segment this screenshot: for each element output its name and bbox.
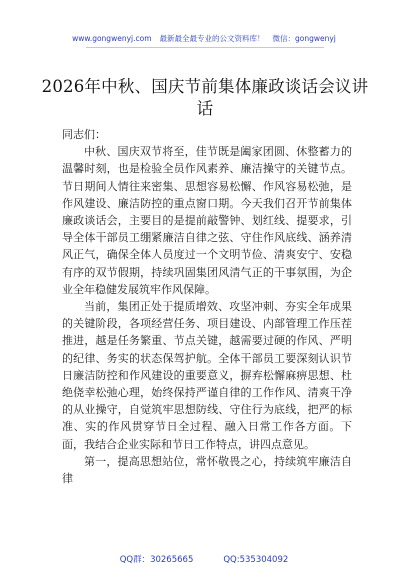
title-line-2: 话 [196,99,214,118]
paragraph-1: 中秋、国庆双节将至，佳节既是阖家团圆、休整蓄力的温馨时刻，也是检验全员作风素养、廉洁操守的关键节点。节日期间人情往来密集、思想容易松懈、作风容易松弛，是作风建设、廉洁防控的重点窗口期。今天我们召开节前集体廉政谈话会，主要目的是提前敲警钟、划红线、提要求，引导全体干部员工绷紧廉洁自律之弦、守住作风底线、涵养清风正气，确保全体人员度过一个文明节俭、清爽安宁、安稳有序的双节假期，持续巩固集团风清气正的干事氛围，为企业全年稳健发展筑牢作风保障。 [62,145,352,296]
document-body [62,126,352,487]
title-line-1: 2026年中秋、国庆节前集体廉政谈话会议讲 [41,77,369,96]
qq-number: QQ:535304092 [223,555,289,565]
header-divider [86,47,324,48]
paragraph-2: 当前，集团正处于提质增效、攻坚冲刺、夯实全年成果的关键阶段，各项经营任务、项目建设、内部管理工作压茬推进，越是任务繁重、节点关键，越需要过硬的作风、严明的纪律、务实的状态保驾护航。全体干部员工要深刻认识节日廉洁防控和作风建设的重要意义，摒弃松懈麻痹思想、杜绝侥幸松弛心理，始终保持严谨自律的工作作风、清爽干净的从业操守，自觉筑牢思想防线、守住行为底线，把严的标准、实的作风贯穿节日全过程、融入日常工作各方面。下面，我结合企业实际和节日工作特点，讲四点意见。 [62,300,352,451]
page-footer [0,553,408,565]
qq-group: QQ群：30265665 [119,555,194,565]
wechat-id: 微信：gongwenyj [272,34,336,43]
salutation: 同志们： [62,128,106,141]
site-url[interactable]: www.gongwenyj.com [72,34,152,43]
site-slogan: 最新最全最专业的公文资料库！ [159,34,265,43]
page-header [0,33,408,44]
paragraph-3: 第一，提高思想站位，常怀敬畏之心，持续筑牢廉洁自律 [62,454,352,486]
document-title [40,76,370,120]
